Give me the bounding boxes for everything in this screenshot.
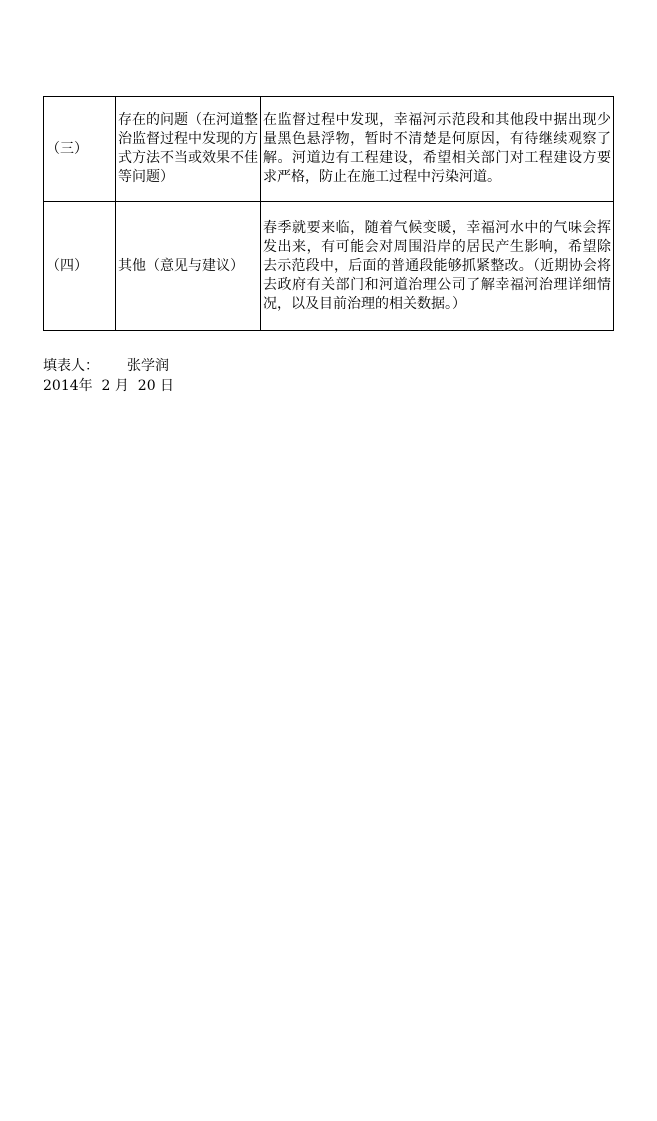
table-row [44,202,614,331]
filler-line [43,356,174,376]
row-item-title: 存在的问题（在河道整治监督过程中发现的方式方法不当或效果不佳等问题） [116,97,261,202]
fill-date: 2014年 2 月 20 日 [43,378,175,394]
report-table [43,96,614,331]
table-row [44,97,614,202]
filler-name: 张学润 [127,358,169,374]
row-content: 在监督过程中发现，幸福河示范段和其他段中据出现少量黑色悬浮物，暂时不清楚是何原因，有待继续观察了解。河道边有工程建设，希望相关部门对工程建设方要求严格，防止在施工过程中污染河道。 [261,97,614,202]
filler-label: 填表人： [43,358,99,374]
row-item-title: 其他（意见与建议） [116,202,261,331]
row-number: （三） [44,97,116,202]
row-number: （四） [44,202,116,331]
form-footer [43,356,174,396]
row-content: 春季就要来临，随着气候变暖，幸福河水中的气味会挥发出来，有可能会对周围沿岸的居民产生影响，希望除去示范段中，后面的普通段能够抓紧整改。（近期协会将去政府有关部门和河道治理公司了解幸福河治理详细情况，以及目前治理的相关数据。） [261,202,614,331]
